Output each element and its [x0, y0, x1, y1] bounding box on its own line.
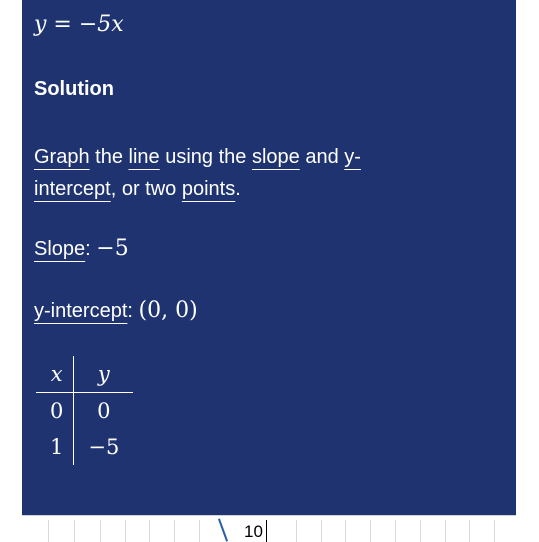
ruler-tick — [494, 520, 495, 542]
solution-heading: Solution — [34, 78, 114, 100]
table-row — [36, 429, 133, 465]
ruler-tick — [174, 520, 175, 542]
ruler-tick — [445, 520, 446, 542]
cell-y: 0 — [97, 399, 111, 423]
instruction-paragraph — [34, 141, 454, 205]
y-intercept-value: (0, 0) — [138, 298, 198, 323]
ruler-tick — [395, 520, 396, 542]
cell-y: −5 — [88, 435, 120, 459]
equation-rhs: −5x — [78, 12, 124, 37]
text-the: the — [89, 146, 129, 168]
equation-equals: = — [46, 12, 79, 37]
ruler-tick — [420, 520, 421, 542]
ruler-tick — [321, 520, 322, 542]
y-intercept-line — [34, 295, 198, 327]
graph-line-mark — [218, 518, 228, 541]
ruler-tick — [370, 520, 371, 542]
text-or: , or two — [110, 178, 182, 200]
link-slope[interactable]: slope — [251, 146, 300, 168]
link-points[interactable]: points — [181, 178, 236, 200]
cell-x: 1 — [36, 429, 74, 465]
graph-ruler — [22, 515, 516, 542]
link-line[interactable]: line — [128, 146, 160, 168]
ruler-label: 10 — [244, 522, 263, 541]
ruler-tick — [149, 520, 150, 542]
ruler-tick — [345, 520, 346, 542]
slope-value: −5 — [96, 236, 129, 261]
link-y-intercept-part1[interactable]: y- — [344, 146, 361, 168]
table-row — [36, 393, 133, 430]
y-intercept-colon: : — [127, 300, 139, 322]
table-header-row — [36, 356, 133, 393]
text-using: using the — [159, 146, 252, 168]
link-graph[interactable]: Graph — [34, 146, 90, 168]
slope-line — [34, 233, 129, 265]
ruler-tick — [74, 520, 75, 542]
xy-table — [36, 356, 133, 465]
link-y-intercept-part2[interactable]: intercept — [34, 178, 111, 200]
ruler-cursor — [266, 520, 267, 542]
y-intercept-label[interactable]: y-intercept — [34, 300, 128, 322]
text-period: . — [235, 178, 241, 200]
text-and: and — [299, 146, 345, 168]
ruler-tick — [100, 520, 101, 542]
ruler-tick — [469, 520, 470, 542]
slope-colon: : — [85, 238, 97, 260]
header-x: x — [36, 356, 74, 393]
ruler-tick — [125, 520, 126, 542]
equation-lhs: y — [34, 12, 47, 37]
left-margin — [0, 0, 22, 541]
ruler-tick — [199, 520, 200, 542]
cell-x: 0 — [36, 393, 74, 430]
slope-label[interactable]: Slope — [34, 238, 86, 260]
equation — [34, 12, 124, 37]
header-y: y — [74, 356, 133, 393]
ruler-tick — [296, 520, 297, 542]
ruler-tick — [48, 520, 49, 542]
